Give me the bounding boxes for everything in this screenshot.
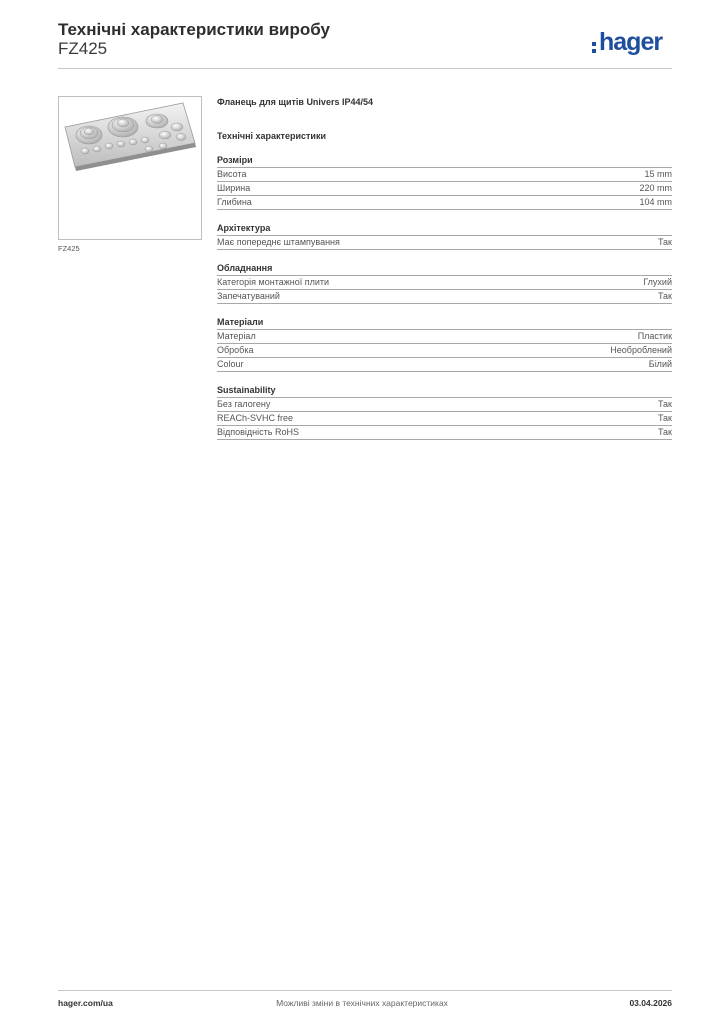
product-title: Фланець для щитів Univers IP44/54 bbox=[217, 97, 373, 107]
spec-label: REACh-SVHC free bbox=[217, 413, 294, 423]
spec-row bbox=[217, 412, 672, 426]
spec-label: Обробка bbox=[217, 345, 254, 355]
spec-label: Colour bbox=[217, 359, 244, 369]
spec-value: Так bbox=[657, 427, 672, 437]
group-title-dimensions: Розміри bbox=[217, 154, 672, 168]
cable-flange-illustration bbox=[59, 97, 201, 239]
spec-row bbox=[217, 276, 672, 290]
group-title-equipment: Обладнання bbox=[217, 262, 672, 276]
spec-row bbox=[217, 330, 672, 344]
spec-value: Так bbox=[657, 413, 672, 423]
spec-value: Так bbox=[657, 237, 672, 247]
spec-value: Пластик bbox=[637, 331, 672, 341]
spec-label: Відповідність RoHS bbox=[217, 427, 299, 437]
spec-value: Глухий bbox=[643, 277, 672, 287]
spec-value: 104 mm bbox=[639, 197, 672, 207]
spec-row bbox=[217, 182, 672, 196]
spec-label: Категорія монтажної плити bbox=[217, 277, 330, 287]
product-code-heading: FZ425 bbox=[58, 39, 108, 58]
spec-row bbox=[217, 236, 672, 250]
spec-row bbox=[217, 196, 672, 210]
spec-panel bbox=[217, 96, 672, 440]
group-title-architecture: Архітектура bbox=[217, 222, 672, 236]
logo-dots-icon bbox=[592, 42, 596, 53]
footer-date: 03.04.2026 bbox=[629, 998, 672, 1008]
product-image bbox=[58, 96, 202, 240]
spec-row bbox=[217, 290, 672, 304]
spec-value: Необроблений bbox=[610, 345, 672, 355]
group-title-materials: Матеріали bbox=[217, 316, 672, 330]
spec-value: Так bbox=[657, 399, 672, 409]
footer-divider bbox=[58, 990, 672, 991]
image-caption: FZ425 bbox=[58, 244, 80, 253]
spec-value: Білий bbox=[648, 359, 672, 369]
spec-row bbox=[217, 344, 672, 358]
spec-value: Так bbox=[657, 291, 672, 301]
spec-label: Запечатуваний bbox=[217, 291, 280, 301]
spec-label: Глибина bbox=[217, 197, 252, 207]
footer-website-link[interactable]: hager.com/ua bbox=[58, 998, 113, 1008]
logo-text: hager bbox=[599, 28, 663, 56]
page-title: Технічні характеристики виробу bbox=[58, 20, 330, 39]
spec-label: Матеріал bbox=[217, 331, 256, 341]
spec-row bbox=[217, 398, 672, 412]
spec-label: Висота bbox=[217, 169, 247, 179]
group-title-sustainability: Sustainability bbox=[217, 384, 672, 398]
section-title: Технічні характеристики bbox=[217, 131, 326, 141]
spec-row bbox=[217, 426, 672, 440]
spec-row bbox=[217, 358, 672, 372]
spec-label: Без галогену bbox=[217, 399, 271, 409]
spec-row bbox=[217, 168, 672, 182]
footer-center-note: Можливі зміни в технічних характеристиках bbox=[276, 998, 448, 1008]
spec-value: 15 mm bbox=[644, 169, 672, 179]
spec-label: Має попереднє штампування bbox=[217, 237, 340, 247]
header-divider bbox=[58, 68, 672, 69]
hager-logo[interactable] bbox=[592, 28, 662, 57]
spec-value: 220 mm bbox=[639, 183, 672, 193]
spec-label: Ширина bbox=[217, 183, 251, 193]
